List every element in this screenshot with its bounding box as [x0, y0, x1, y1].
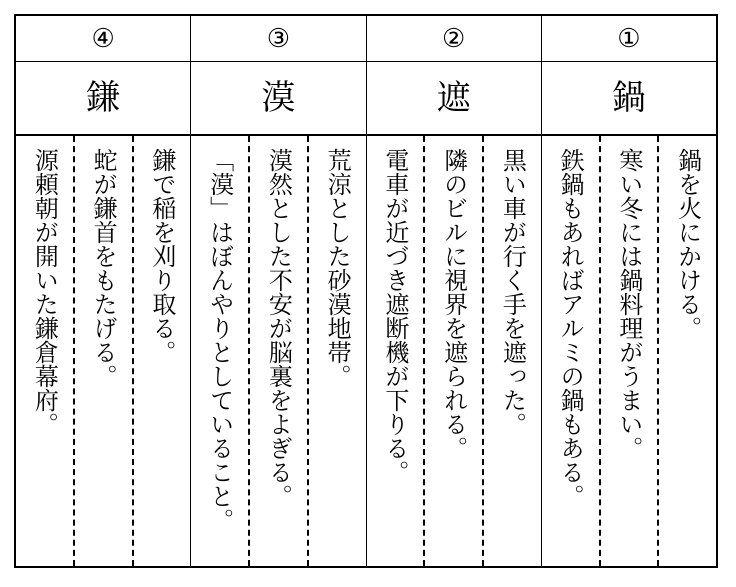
kanji-heading: 漠 — [191, 62, 365, 136]
kanji-worksheet-table — [14, 14, 718, 568]
kanji-heading: 遮 — [367, 62, 541, 136]
example-sentence — [250, 136, 309, 566]
example-sentence — [16, 136, 75, 566]
column-3 — [190, 16, 365, 566]
example-sentences — [191, 136, 365, 566]
sentence-text: 鎌で稲を刈り取る。 — [147, 148, 176, 364]
sentence-text: 鉄鍋もあればアルミの鍋もある。 — [556, 148, 585, 508]
sentence-text: 鍋を火にかける。 — [673, 148, 702, 340]
column-4 — [16, 16, 190, 566]
sentence-text: 源頼朝が開いた鎌倉幕府。 — [30, 148, 59, 436]
sentence-text: 電車が近づき遮断機が下りる。 — [380, 148, 409, 484]
example-sentence — [134, 136, 191, 566]
sentence-text: 寒い冬には鍋料理がうまい。 — [614, 148, 643, 460]
kanji-heading: 鍋 — [542, 62, 716, 136]
example-sentence — [367, 136, 426, 566]
column-number: ① — [542, 16, 716, 62]
example-sentences — [367, 136, 541, 566]
example-sentence — [425, 136, 484, 566]
column-number: ② — [367, 16, 541, 62]
sentence-text: 隣のビルに視界を遮られる。 — [439, 148, 468, 460]
kanji-heading: 鎌 — [16, 62, 190, 136]
column-1 — [541, 16, 716, 566]
column-2 — [366, 16, 541, 566]
example-sentence — [484, 136, 541, 566]
example-sentence — [542, 136, 601, 566]
sentence-text: 蛇が鎌首をもたげる。 — [89, 148, 118, 388]
column-number: ③ — [191, 16, 365, 62]
sentence-text: 黒い車が行く手を遮った。 — [498, 148, 527, 436]
example-sentences — [542, 136, 716, 566]
example-sentences — [16, 136, 190, 566]
column-number: ④ — [16, 16, 190, 62]
sentence-text: 漠然とした不安が脳裏をよぎる。 — [264, 148, 293, 508]
example-sentence — [75, 136, 134, 566]
example-sentence — [601, 136, 660, 566]
sentence-text: 荒涼とした砂漠地帯。 — [323, 148, 352, 388]
example-sentence — [309, 136, 366, 566]
sentence-text: 「漠」はぼんやりとしていること。 — [205, 148, 234, 532]
example-sentence — [659, 136, 716, 566]
example-sentence — [191, 136, 250, 566]
